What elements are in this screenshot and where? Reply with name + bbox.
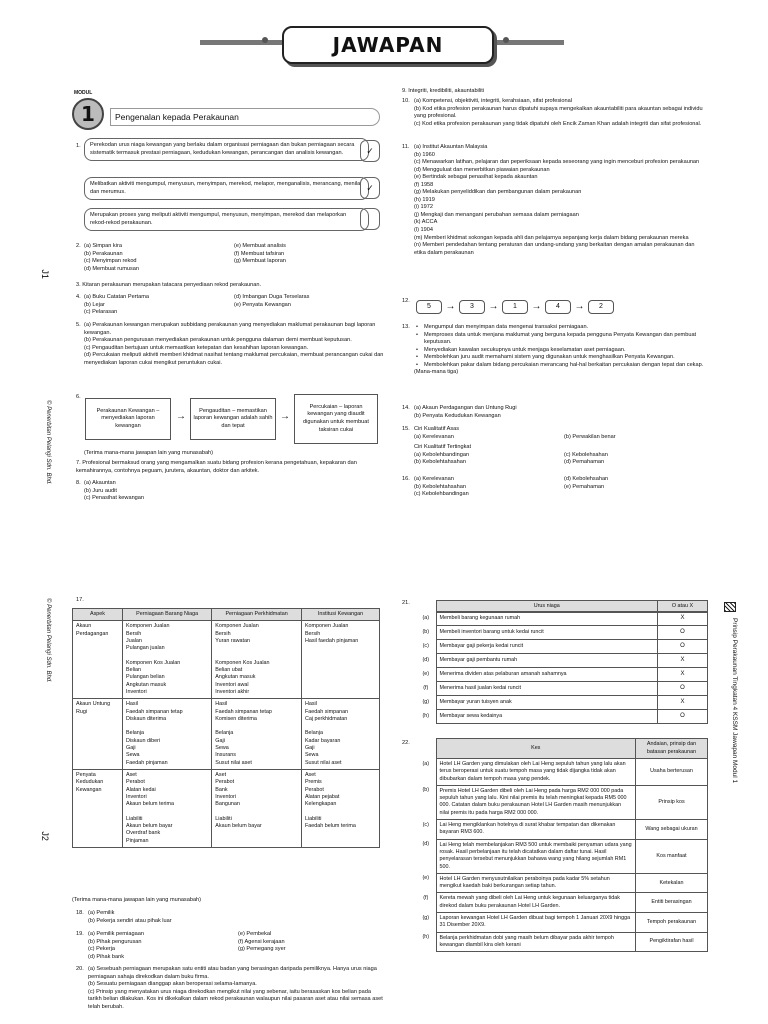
q18-number: 18. <box>76 910 84 916</box>
q22-case: Laporan kewangan Hotel LH Garden dibuat bagi tempoh 1 Januari 20X9 hingga 31 Disember 20X9. <box>436 913 636 933</box>
table-row <box>416 839 708 873</box>
q14-number: 14. <box>402 405 410 411</box>
table-row <box>416 612 708 626</box>
q21-header: Urus niaga <box>436 601 658 613</box>
q16 <box>402 476 707 499</box>
q12-box: 5 <box>416 300 442 314</box>
table-row <box>416 873 708 893</box>
q21-text: Membeli barang kegunaan rumah <box>436 612 658 626</box>
q15-heading-tertingkat: Ciri Kualitatif Tertingkat <box>414 444 472 451</box>
table-row <box>416 785 708 819</box>
arrow-right-icon: → <box>531 301 542 313</box>
q12-box: 4 <box>545 300 571 314</box>
q1-box-1 <box>84 138 369 161</box>
q13-item: • Memproses data untuk menjana maklumat yang berguna kepada pengguna Penyata Kewangan dan pembuat keputusan. <box>414 332 707 347</box>
module-title: Pengenalan kepada Perakaunan <box>110 108 380 126</box>
copyright-top: © Penerbitan Pelangi Sdn. Bhd. <box>45 400 51 485</box>
q17-header: Institusi Kewangan <box>301 609 379 621</box>
q21-label: (e) <box>422 670 430 677</box>
table-row <box>73 769 380 847</box>
q22-table <box>416 738 708 952</box>
q21-text: Menerima hasil jualan kedai runcit <box>436 682 658 696</box>
q19-item: (b) Pihak pengurusan <box>88 938 142 945</box>
q6-box-3: Percukaian – laporan kewangan yang diaudit digunakan untuk membuat taksiran cukai <box>294 394 378 444</box>
q16-item: (c) Kebolehbandingan <box>414 491 469 498</box>
q22-case: Hotel LH Garden yang dimulakan oleh Lai Heng sepuluh tahun yang lalu akan terus beroperasi untuk suatu tempoh masa yang tidak dijangka tidak akan dibubarkan dalam tempoh masa yang pendek. <box>436 759 636 786</box>
q13-item: • Mengumpul dan menyimpan data mengenai transaksi perniagaan. <box>414 324 707 332</box>
q2-item: (e) Membuat analisis <box>234 243 286 249</box>
q1-number: 1. <box>76 143 81 149</box>
q13-item: • Menyediakan kawalan secukupnya untuk menjaga keselamatan aset perniagaan. <box>414 347 707 355</box>
q6-box-1: Perakaunan Kewangan – menyediakan laporan kewangan <box>85 398 171 440</box>
q15-heading-asas: Ciri Kualitatif Asas <box>414 426 460 432</box>
q5-item: (b) Perakaunan pengurusan menyediakan perakaunan untuk pengguna dalaman demi membuat keputusan. <box>84 337 352 344</box>
q17-cell: Komponen Jualan Bersih Hasil faedah pinjaman <box>301 621 379 699</box>
q11-item: (b) 1960 <box>414 151 435 158</box>
arrow-right-icon: → <box>445 301 456 313</box>
q15-item: (b) Kebolehtahsahan <box>414 459 466 466</box>
q21-body <box>416 611 708 724</box>
q8-number: 8. <box>76 480 81 486</box>
q1-box-1-text: Perekodan urus niaga kewangan yang berlaku dalam organisasi perniagaan dan bukan perniagaan secara sistematik termasuk prestasi perniagaan, kedudukan kewangan, perancangan dan analisis kewangan. <box>90 142 355 156</box>
q17-cell: Hasil Faedah simpanan tetap Komisen diterima Belanja Gaji Sewa Insurans Susut nilai aset <box>212 699 302 770</box>
table-row <box>416 893 708 913</box>
q17-header: Perniagaan Barang Niaga <box>123 609 212 621</box>
table-row <box>416 820 708 840</box>
q4-number: 4. <box>76 294 81 300</box>
q21-rows <box>416 611 708 724</box>
q9: 9. Integriti, kredibiliti, akauntabiliti <box>402 88 485 94</box>
q14 <box>402 405 517 420</box>
q22-label: (h) <box>422 934 430 941</box>
q16-item: (d) Kebolehsahan <box>564 476 609 482</box>
page-number-j1: J1 <box>39 269 50 279</box>
q13-item: • Membolehkan juru audit memahami sistem yang digunakan untuk menghasilkan Penyata Kewangan. <box>414 354 707 362</box>
table-row <box>416 668 708 682</box>
q6-number: 6. <box>76 394 81 400</box>
q1-box-3 <box>84 208 369 231</box>
q11-item: (n) Memberi pendedahan tentang peraturan dan undang-undang yang berkaitan dengan amalan perakaunan dan etika dalam perakaunan <box>414 242 695 256</box>
table-row <box>73 699 380 770</box>
table-row <box>416 710 708 724</box>
q21-mark: X <box>658 654 708 668</box>
q4-item: (b) Lejar <box>84 301 105 308</box>
q16-item: (a) Kerelevanan <box>414 476 454 482</box>
q2-item: (d) Membuat rumusan <box>84 265 140 272</box>
q11-item: (k) ACCA <box>414 219 438 226</box>
q22-case: Kereta mewah yang dibeli oleh Lai Heng untuk kegunaan keluarganya tidak direkod dalam buku perakaunan Hotel LH Garden. <box>436 893 636 913</box>
q5-item: (d) Percukaian meliputi aktiviti memberi khidmat nasihat tentang maklumat percukaian, membuat perancangan cukai dan menyediakan laporan cukai mengikut peruntukan cukai. <box>84 352 384 366</box>
q21-text: Membayar gaji pekerja kedai runcit <box>436 640 658 654</box>
q2 <box>76 243 386 273</box>
q21-mark: O <box>658 710 708 724</box>
q2-item: (g) Membuat laporan <box>234 258 286 265</box>
q19 <box>76 931 388 961</box>
q17-aspect: Akaun Perdagangan <box>73 621 123 699</box>
q15-item: (b) Perwakilan benar <box>564 433 616 440</box>
q17-aspect: Penyata Kedudukan Kewangan <box>73 769 123 847</box>
q22-case: Belanja perkhidmatan dobi yang masih belum dibayar pada akhir tempoh kewangan diambil kira oleh kerani <box>436 932 636 952</box>
q16-item: (b) Kebolehtahsahan <box>414 483 466 490</box>
q22-label: (d) <box>422 841 430 848</box>
q11-item: (i) 1972 <box>414 204 433 211</box>
q17-cell: Aset Perabot Bank Inventori Bangunan Liabiliti Akaun belum bayar <box>212 769 302 847</box>
q4 <box>76 294 386 317</box>
q4-item: (d) Imbangan Duga Terselaras <box>234 294 310 300</box>
table-row <box>416 759 708 786</box>
q5-item: (a) Perakaunan kewangan merupakan subbidang perakaunan yang menyediakan maklumat perakaunan bagi laporan kewangan. <box>84 322 376 336</box>
table-row <box>416 654 708 668</box>
q11-item: (h) 1919 <box>414 196 435 203</box>
q21-label: (g) <box>422 698 430 705</box>
q22-header: Andaian, prinsip dan batasan perakaunan <box>636 739 708 759</box>
q19-item: (c) Pekerja <box>88 946 116 953</box>
q6-box-2: Pengauditan – memastikan laporan kewangan adalah sahih dan tepat <box>190 398 276 440</box>
q21-text: Membeli inventori barang untuk kedai runcit <box>436 626 658 640</box>
q4-item: (e) Penyata Kewangan <box>234 301 291 308</box>
q19-item: (a) Pemilik perniagaan <box>88 931 144 937</box>
q3: 3. Kitaran perakaunan merupakan tatacara penyediaan rekod perakaunan. <box>76 282 262 288</box>
q22-case: Premis Hotel LH Garden dibeli oleh Lai Heng pada harga RM2 000 000 pada sepuluh tahun yang lalu. Kini nilai premis itu telah meningkat kepada RM5 000 000. Catatan dalam buku perakaunan Hotel LH Garden masih menunjukkan nilai premis itu pada harga RM2 000 000. <box>436 785 636 819</box>
q1-box-2 <box>84 177 369 200</box>
q17-note: (Terima mana-mana jawapan lain yang munasabah) <box>72 897 202 903</box>
q10 <box>402 98 707 128</box>
q14-item: (b) Penyata Kedudukan Kewangan <box>414 412 501 419</box>
q22-principle: Tempoh perakaunan <box>636 913 708 933</box>
q20-item: (c) Prinsip yang menyatakan urus niaga direkodkan mengikut nilai yang sebenar, iaitu berasaskan kos belian pada tarikh belian dilakukan. Kos ini dikekalkan dalam rekod perakaunan walaupun nilai pasaran aset atau nilai semasa aset telah berubah. <box>88 988 383 1010</box>
q12-box: 1 <box>502 300 528 314</box>
q1-tick-1: ✓ <box>360 140 380 162</box>
q21-header: O atau X <box>658 601 708 613</box>
table-row <box>73 621 380 699</box>
q22-principle: Entiti berasingan <box>636 893 708 913</box>
q17-cell: Komponen Jualan Bersih Jualan Pulangan jualan Komponen Kos Jualan Belian Pulangan belian Angkutan masuk Inventori <box>123 621 212 699</box>
q8 <box>76 480 144 503</box>
page-number-j2: J2 <box>39 831 50 841</box>
arrow-right-icon: → <box>574 301 585 313</box>
q13-item: • Membolehkan pakar dalam bidang percukaian merancang hal-hal berkaitan percukaian dengan tepat dan cekap. <box>414 362 707 370</box>
q18 <box>76 910 172 925</box>
q17-cell: Aset Perabot Alatan kedai Inventori Akaun belum terima Liabiliti Akaun belum bayar Overdraf bank Pinjaman <box>123 769 212 847</box>
q19-item: (e) Pembekal <box>238 931 272 937</box>
q21-mark: X <box>658 696 708 710</box>
q20-item: (b) Sesuatu perniagaan dianggap akan beroperasi selama-lamanya. <box>88 981 257 988</box>
q15-item: (a) Kebolehbandingan <box>414 451 470 458</box>
banner-line-left <box>200 40 282 45</box>
q22-principle: Pengiktirafan hasil <box>636 932 708 952</box>
q11-item: (m) Memberi khidmat sokongan kepada ahli dan pelajarnya sepanjang kerja dalam bidang perakaunan mereka <box>414 234 689 241</box>
q13-note: (Mana-mana tiga) <box>414 369 459 376</box>
q8-item: (a) Akauntan <box>84 480 116 486</box>
q16-number: 16. <box>402 476 410 482</box>
q22-principle: Ketekalan <box>636 873 708 893</box>
page-title: JAWAPAN <box>282 26 494 64</box>
q11-item: (l) 1904 <box>414 227 433 234</box>
q21-label: (f) <box>423 684 429 691</box>
q19-item: (d) Pihak bank <box>88 953 125 960</box>
q17-cell: Hasil Faedah simpanan tetap Diskaun diterima Belanja Diskaun diberi Gaji Sewa Faedah pinjaman <box>123 699 212 770</box>
q17-number: 17. <box>76 597 84 603</box>
banner-dot-right <box>503 37 509 43</box>
table-row <box>416 640 708 654</box>
q8-item: (c) Penasihat kewangan <box>84 495 145 502</box>
q2-item: (a) Simpan kira <box>84 243 122 249</box>
q22-header: Kes <box>436 739 636 759</box>
q2-number: 2. <box>76 243 81 249</box>
q20-number: 20. <box>76 966 84 972</box>
book-icon <box>724 602 736 612</box>
q22-label: (g) <box>422 914 430 921</box>
right-vertical-title: Prinsip Perakaunan Tingkatan 4 KSSM Jawapan Modul 1 <box>731 618 738 784</box>
q19-item: (g) Pemegang syer <box>238 946 286 953</box>
q19-item: (f) Agensi kerajaan <box>238 938 285 945</box>
q21-label: (b) <box>422 628 430 635</box>
q22-principle: Kos manfaat <box>636 839 708 873</box>
q15-item: (c) Kebolehsahan <box>564 451 608 458</box>
q15-item: (a) Kerelevanan <box>414 433 454 440</box>
banner-dot-left <box>262 37 268 43</box>
q1-tick-3 <box>360 208 380 230</box>
q4-item: (c) Pelarasan <box>84 309 118 316</box>
q17-table <box>72 608 380 848</box>
q22-label: (b) <box>422 787 430 794</box>
q13 <box>402 324 707 377</box>
q2-item: (f) Membuat tafsiran <box>234 250 285 257</box>
q17-aspect: Akaun Untung Rugi <box>73 699 123 770</box>
q11-number: 11. <box>402 144 410 150</box>
q21-number: 21. <box>402 600 410 606</box>
q21-label: (d) <box>422 656 430 663</box>
q20-item: (a) Sesebuah perniagaan merupakan satu entiti atau badan yang berasingan daripada pemiliknya. Hanya urus niaga perniagaan sahaja direkodkan dalam buku firma. <box>88 966 377 980</box>
q15 <box>402 426 707 467</box>
q11-item: (g) Melakukan penyeliddikan dan pembangunan dalam perakaunan <box>414 189 582 196</box>
table-row <box>416 626 708 640</box>
q21-mark: O <box>658 682 708 696</box>
q21-label: (c) <box>422 642 429 649</box>
q21-mark: O <box>658 626 708 640</box>
table-row <box>416 696 708 710</box>
q21-label: (a) <box>422 614 430 621</box>
q11-item: (c) Menawarkan latihan, pelajaran dan peperiksaan kepada seseorang yang ingin menceburi profesion perakaunan <box>414 159 700 166</box>
q19-number: 19. <box>76 931 84 937</box>
q21-text: Membayar yuran tuisyen anak <box>436 696 658 710</box>
q5 <box>76 322 386 367</box>
q22-label: (e) <box>422 875 430 882</box>
q1-box-2-text: Melibatkan aktiviti mengumpul, menyusun, menyimpan, merekod, melapor, menganalisis, merancang, menilai dan merumus. <box>90 181 362 195</box>
q15-number: 15. <box>402 426 410 432</box>
q7: 7. Profesional bermaksud orang yang mengamalkan suatu bidang profesion kerana pengetahuan, kepakaran dan kemahirannya, contohnya peguam, jurutera, akauntan, doktor dan arkitek. <box>76 460 357 474</box>
q22-number: 22. <box>402 740 410 746</box>
q2-item: (b) Perakaunan <box>84 250 123 257</box>
q1-tick-2: ✓ <box>360 177 380 199</box>
arrow-right-icon: → <box>280 411 290 422</box>
q16-item: (e) Pemahaman <box>564 483 605 490</box>
table-row <box>416 682 708 696</box>
q15-item: (d) Pemahaman <box>564 459 605 466</box>
q21-mark: O <box>658 640 708 654</box>
q8-item: (b) Juru audit <box>84 487 117 494</box>
q11-item: (e) Bertindak sebagai penasihat kepada akauntan <box>414 174 538 181</box>
table-row <box>416 913 708 933</box>
arrow-right-icon: → <box>176 411 186 422</box>
q12-box: 3 <box>459 300 485 314</box>
q22-principle: Wang sebagai ukuran <box>636 820 708 840</box>
q21-mark: X <box>658 612 708 626</box>
q5-number: 5. <box>76 322 81 328</box>
q17-cell: Hasil Faedah simpanan Caj perkhidmatan Belanja Kadar bayaran Gaji Sewa Susut nilai aset <box>301 699 379 770</box>
q10-item: (c) Kod etika profesion perakaunan yang tidak dipatuhi oleh Encik Zaman Khan adalah integriti dan sifat profesional. <box>414 120 702 127</box>
q12-sequence <box>416 300 614 314</box>
arrow-right-icon: → <box>488 301 499 313</box>
q10-item: (b) Kod etika profesion perakaunan harus dipatuhi supaya mengekalkan akauntabiliti para akauntan sebagai individu yang profesional. <box>414 105 703 120</box>
q13-number: 13. <box>402 324 410 330</box>
q22-label: (c) <box>422 821 429 828</box>
q11-item: (d) Mengguluat dan menerbitkan piawaian perakaunan <box>414 166 550 173</box>
q17-header: Perniagaan Perkhidmatan <box>212 609 302 621</box>
q5-item: (c) Pengauditan bertujuan untuk memastikan ketepatan dan kesahihan laporan kewangan. <box>84 344 309 351</box>
q21-text: Membayar sewa kedainya <box>436 710 658 724</box>
q22-case: Lai Heng mengiklankan hotelnya di surat khabar tempatan dan dikenakan bayaran RM3 600. <box>436 820 636 840</box>
q12-number: 12. <box>402 298 410 304</box>
q17-cell: Komponen Jualan Bersih Yuran rawatan Komponen Kos Jualan Belian ubat Angkutan masuk Inventori awal Inventori akhir <box>212 621 302 699</box>
q22-principle: Usaha berterusan <box>636 759 708 786</box>
q21-mark: X <box>658 668 708 682</box>
module-number-badge: 1 <box>72 98 104 130</box>
q11-item: (f) 1958 <box>414 181 434 188</box>
table-row <box>416 932 708 952</box>
q14-item: (a) Akaun Perdagangan dan Untung Rugi <box>414 405 517 411</box>
q10-number: 10. <box>402 98 410 104</box>
q1-box-3-text: Merupakan proses yang meliputi aktiviti mengumpul, menyusun, menyimpan, merekod dan melaporkan rekod-rekod perakaunan. <box>90 212 347 226</box>
copyright-bottom: © Penerbitan Pelangi Sdn. Bhd. <box>45 598 51 683</box>
q12-box: 2 <box>588 300 614 314</box>
q10-item: (a) Kompetensi, objektiviti, integriti, kerahsiaan, sifat profesional <box>414 98 572 104</box>
q22-case: Lai Heng telah membelanjakan RM3 500 untuk membaiki penyaman udara yang rosak. Hasil perbelanjaan itu telah dicatatkan dalam daftar tunai. Hasil penyelarasan tersebut menunjukkan bahawa wang yang hilang sejumlah RM1 500. <box>436 839 636 873</box>
q21-text: Membayar gaji pembantu rumah <box>436 654 658 668</box>
q17-header: Aspek <box>73 609 123 621</box>
q20 <box>76 966 386 1011</box>
q18-item: (a) Pemilik <box>88 910 115 916</box>
q11-item: (a) Institut Akauntan Malaysia <box>414 144 488 150</box>
q17-cell: Aset Premis Perabot Alatan pejabat Kelengkapan Liabiliti Faedah belum terima <box>301 769 379 847</box>
q22-case: Hotel LH Garden menyusutnilaikan peraboinya pada kadar 5% setahun mengikut kaedah baki berkurangan setiap tahun. <box>436 873 636 893</box>
module-label: MODUL <box>74 90 93 96</box>
q11-item: (j) Mengkaji dan menangani perubahan semasa dalam perniagaan <box>414 211 579 218</box>
q4-item: (a) Buku Catatan Pertama <box>84 294 149 300</box>
q18-item: (b) Pekerja sendiri atau pihak luar <box>88 917 172 924</box>
q6-note: (Terima mana-mana jawapan lain yang munasabah) <box>84 450 214 456</box>
q22-label: (a) <box>422 760 430 767</box>
q21-label: (h) <box>422 712 430 719</box>
q2-item: (c) Menyimpan rekod <box>84 258 137 265</box>
q22-principle: Prinsip kos <box>636 785 708 819</box>
q22-label: (f) <box>423 894 429 901</box>
q11 <box>402 144 707 257</box>
q21-text: Menerima dividen atas pelaburan amanah sahamnya <box>436 668 658 682</box>
q22-table-wrap <box>416 738 708 952</box>
